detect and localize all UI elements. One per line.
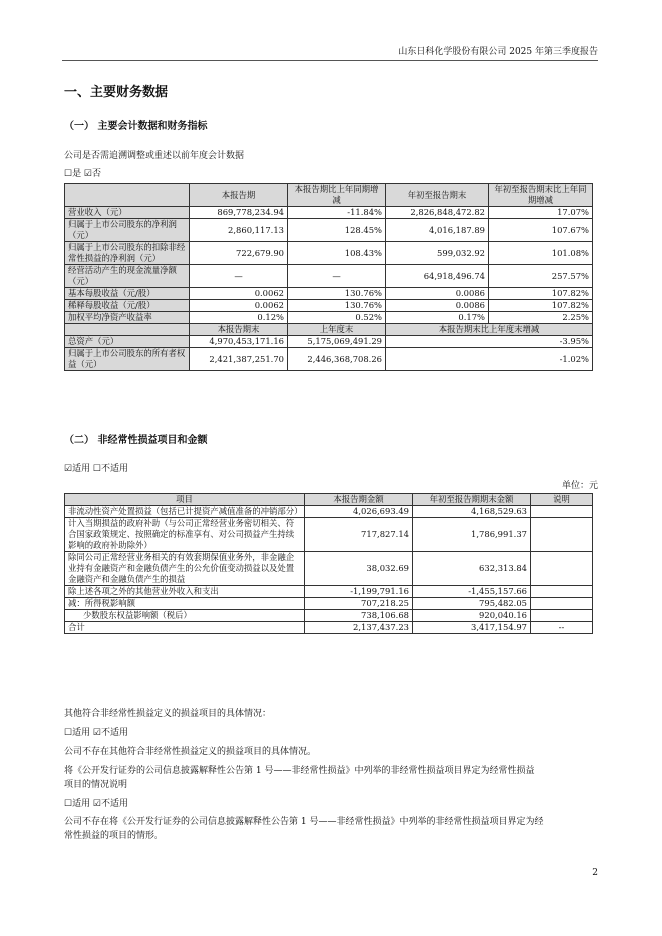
- header-cell: 年初至报告期末: [386, 184, 489, 207]
- cell: 107.82%: [489, 288, 593, 300]
- other-items-statement: 公司不存在其他符合非经常性损益定义的损益项目的具体情况。: [64, 747, 317, 757]
- cell: 920,040.16: [413, 610, 531, 622]
- row-label: 营业收入（元）: [65, 207, 190, 219]
- cell: [531, 586, 593, 598]
- cell: 0.0062: [190, 288, 288, 300]
- table-row: [65, 586, 593, 598]
- cell: —: [190, 265, 288, 288]
- cell: 4,168,529.63: [413, 506, 531, 518]
- cell: 0.0086: [386, 300, 489, 312]
- cell: 5,175,069,491.29: [288, 336, 386, 348]
- table-row: [65, 300, 593, 312]
- table-row: [65, 506, 593, 518]
- cell: [531, 610, 593, 622]
- cell: 64,918,496.74: [386, 265, 489, 288]
- table-row: [65, 598, 593, 610]
- cell: 0.52%: [288, 312, 386, 324]
- table-row: [65, 518, 593, 552]
- table-row: [65, 312, 593, 324]
- table-row: [65, 552, 593, 586]
- cell: 130.76%: [288, 288, 386, 300]
- cell: 869,778,234.94: [190, 207, 288, 219]
- table-header-row-2: [65, 324, 593, 336]
- cell: -3.95%: [386, 336, 593, 348]
- unit-label: 单位：元: [561, 481, 598, 491]
- cell: 4,016,187.89: [386, 219, 489, 242]
- table-row: [65, 207, 593, 219]
- cell: -1.02%: [386, 348, 593, 371]
- row-label: 归属于上市公司股东的所有者权益（元）: [65, 348, 190, 371]
- subsection-title-2: （二） 非经常性损益项目和金额: [64, 435, 208, 446]
- apply-choice: ☑适用 ☐不适用: [64, 464, 128, 474]
- table-row-total: [65, 622, 593, 634]
- table-row: [65, 219, 593, 242]
- header-cell: 本报告期: [190, 184, 288, 207]
- page-number: 2: [592, 868, 598, 878]
- header-cell: 本报告期末: [190, 324, 288, 336]
- row-label: 经营活动产生的现金流量净额（元）: [65, 265, 190, 288]
- cell: [531, 518, 593, 552]
- reclass-question-line1: 将《公开发行证券的公司信息披露解释性公告第 1 号——非经常性损益》中列举的非经常性损益项目界定为经常性损益: [64, 766, 535, 776]
- table-header-row: [65, 184, 593, 207]
- restate-question: 公司是否需追溯调整或重述以前年度会计数据: [64, 151, 245, 161]
- header-cell: 年初至报告期期末金额: [413, 494, 531, 506]
- cell: 101.08%: [489, 242, 593, 265]
- cell: 3,417,154.97: [413, 622, 531, 634]
- cell: 2.25%: [489, 312, 593, 324]
- table-row: [65, 242, 593, 265]
- cell: 738,106.68: [305, 610, 413, 622]
- reclass-statement-line2: 常性损益的项目的情形。: [64, 831, 164, 841]
- table-row: [65, 336, 593, 348]
- table-row: [65, 265, 593, 288]
- table-row: [65, 288, 593, 300]
- cell: 707,218.25: [305, 598, 413, 610]
- header-cell: 项目: [65, 494, 305, 506]
- row-label: 归属于上市公司股东的扣除非经常性损益的净利润（元）: [65, 242, 190, 265]
- cell: -11.84%: [288, 207, 386, 219]
- header-cell: 本报告期金额: [305, 494, 413, 506]
- cell: 795,482.05: [413, 598, 531, 610]
- cell: 632,313.84: [413, 552, 531, 586]
- cell: 107.67%: [489, 219, 593, 242]
- cell: 4,026,693.49: [305, 506, 413, 518]
- reclass-question-line2: 项目的情况说明: [64, 780, 128, 790]
- row-label: 少数股东权益影响额（税后）: [65, 610, 305, 622]
- cell: 2,860,117.13: [190, 219, 288, 242]
- header-cell: [65, 324, 190, 336]
- cell: 107.82%: [489, 300, 593, 312]
- cell: 1,786,991.37: [413, 518, 531, 552]
- cell: [531, 506, 593, 518]
- cell: 2,137,437.23: [305, 622, 413, 634]
- cell: 2,421,387,251.70: [190, 348, 288, 371]
- cell: 0.12%: [190, 312, 288, 324]
- cell: 717,827.14: [305, 518, 413, 552]
- cell: 2,446,368,708.26: [288, 348, 386, 371]
- running-header: 山东日科化学股份有限公司 2025 年第三季度报告: [398, 47, 598, 57]
- cell: [531, 552, 593, 586]
- header-cell: [65, 184, 190, 207]
- cell: —: [288, 265, 386, 288]
- row-label: 总资产（元）: [65, 336, 190, 348]
- key-financials-table: [64, 183, 593, 371]
- cell: 0.0086: [386, 288, 489, 300]
- cell: 4,970,453,171.16: [190, 336, 288, 348]
- cell: 599,032.92: [386, 242, 489, 265]
- header-cell: 本报告期末比上年度末增减: [386, 324, 593, 336]
- table-row: [65, 348, 593, 371]
- row-label: 稀释每股收益（元/股）: [65, 300, 190, 312]
- reclass-statement-line1: 公司不存在将《公开发行证券的公司信息披露解释性公告第 1 号——非经常性损益》中列举的非经常性损益项目界定为经: [64, 817, 544, 827]
- row-label: 除上述各项之外的其他营业外收入和支出: [65, 586, 305, 598]
- header-cell: 上年度末: [288, 324, 386, 336]
- non-recurring-items-table: [64, 493, 593, 634]
- header-rule: [62, 60, 598, 61]
- cell: -1,455,157.66: [413, 586, 531, 598]
- header-cell: 本报告期比上年同期增减: [288, 184, 386, 207]
- cell: 38,032.69: [305, 552, 413, 586]
- row-label: 除同公司正常经营业务相关的有效套期保值业务外，非金融企业持有金融资产和金融负债产生的公允价值变动损益以及处置金融资产和金融负债产生的损益: [65, 552, 305, 586]
- table-header-row: [65, 494, 593, 506]
- row-label: 非流动性资产处置损益（包括已计提资产减值准备的冲销部分）: [65, 506, 305, 518]
- row-label: 合计: [65, 622, 305, 634]
- cell: [531, 598, 593, 610]
- cell: 2,826,848,472.82: [386, 207, 489, 219]
- cell: 108.43%: [288, 242, 386, 265]
- cell: 0.0062: [190, 300, 288, 312]
- row-label: 基本每股收益（元/股）: [65, 288, 190, 300]
- subsection-title-1: （一） 主要会计数据和财务指标: [64, 121, 208, 132]
- cell: 0.17%: [386, 312, 489, 324]
- row-label: 减：所得税影响额: [65, 598, 305, 610]
- row-label: 加权平均净资产收益率: [65, 312, 190, 324]
- cell: -1,199,791.16: [305, 586, 413, 598]
- header-cell: 年初至报告期末比上年同期增减: [489, 184, 593, 207]
- other-items-choice: ☐适用 ☑不适用: [64, 728, 128, 738]
- cell: 257.57%: [489, 265, 593, 288]
- table-row: [65, 610, 593, 622]
- row-label: 计入当期损益的政府补助（与公司正常经营业务密切相关、符合国家政策规定、按照确定的标准享有、对公司损益产生持续影响的政府补助除外）: [65, 518, 305, 552]
- section-title: 一、主要财务数据: [64, 85, 169, 100]
- header-cell: 说明: [531, 494, 593, 506]
- cell: --: [531, 622, 593, 634]
- restate-choice: ☐是 ☑否: [64, 169, 101, 179]
- reclass-choice: ☐适用 ☑不适用: [64, 799, 128, 809]
- cell: 128.45%: [288, 219, 386, 242]
- row-label: 归属于上市公司股东的净利润（元）: [65, 219, 190, 242]
- cell: 722,679.90: [190, 242, 288, 265]
- cell: 17.07%: [489, 207, 593, 219]
- cell: 130.76%: [288, 300, 386, 312]
- other-items-question: 其他符合非经常性损益定义的损益项目的具体情况：: [64, 709, 272, 719]
